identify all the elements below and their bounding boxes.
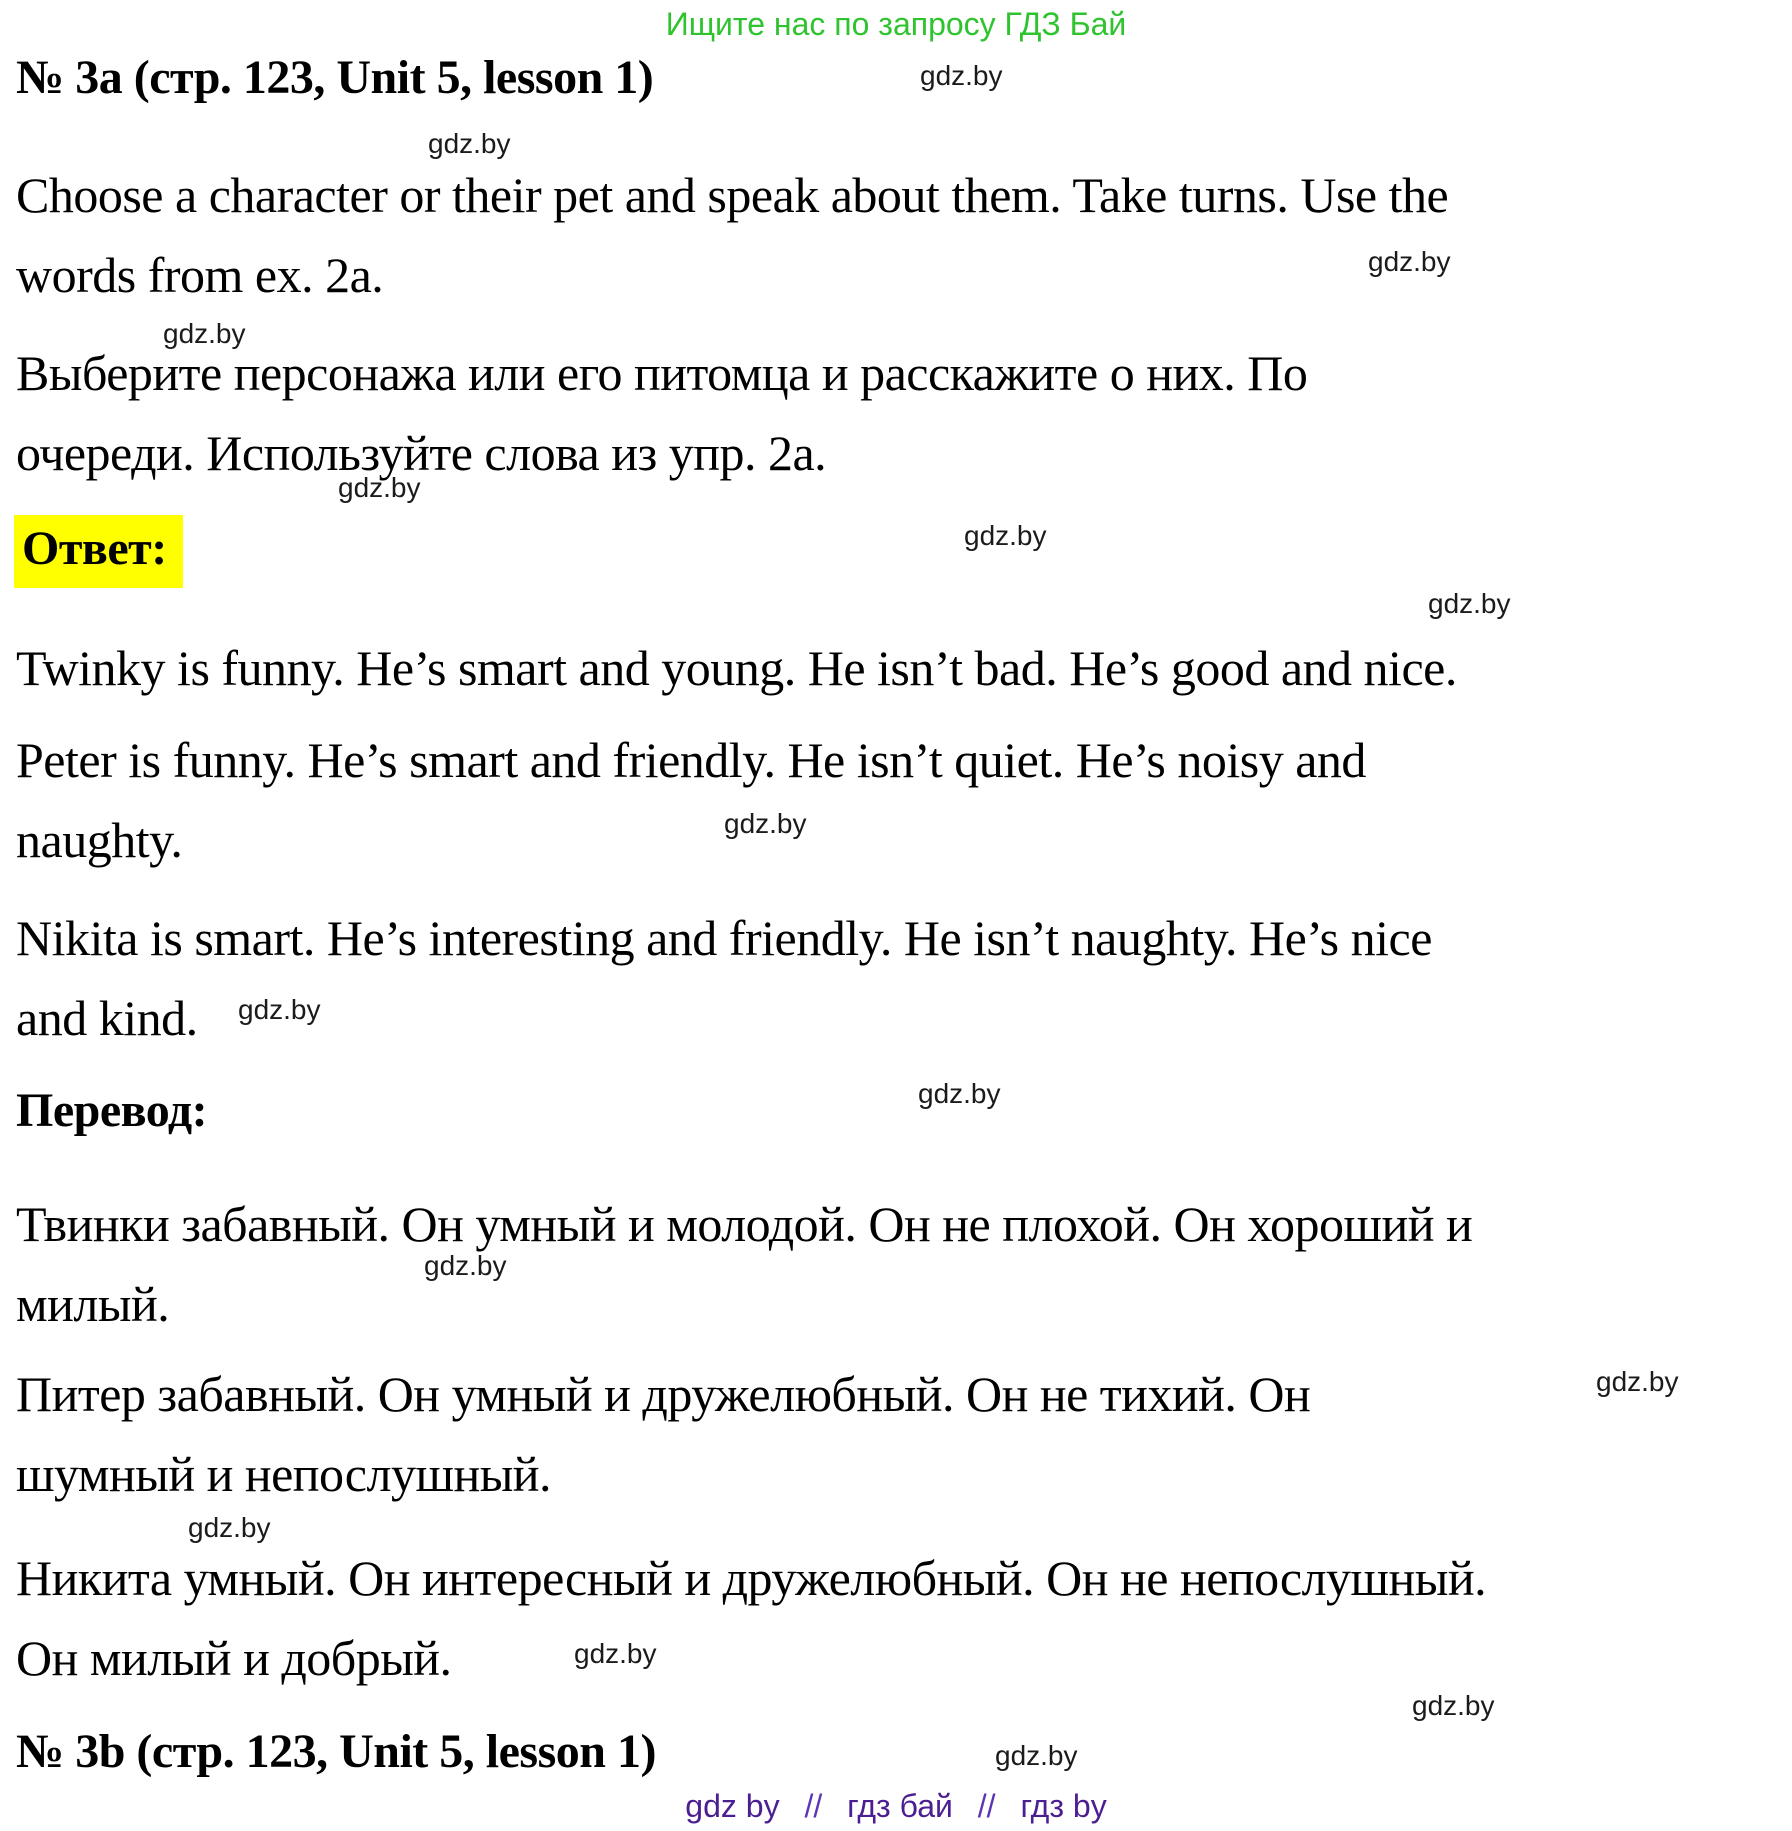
answer-label: Ответ: xyxy=(14,515,183,588)
answer-paragraph-nikita xyxy=(16,898,1432,1058)
translation-paragraph-twinky xyxy=(16,1184,1472,1344)
answer-paragraph-twinky xyxy=(16,628,1457,708)
exercise-3b-heading: № 3b (стр. 123, Unit 5, lesson 1) xyxy=(16,1725,656,1778)
translation-peter-line1: Питер забавный. Он умный и дружелюбный. Он не тихий. Он xyxy=(16,1366,1311,1422)
footer-link-gdz-bai[interactable]: гдз бай xyxy=(847,1788,953,1824)
translation-nikita-line1: Никита умный. Он интересный и дружелюбный. Он не непослушный. xyxy=(16,1550,1487,1606)
gdz-watermark: gdz.by xyxy=(724,808,807,839)
task-text-english-line2: words from ex. 2a. xyxy=(16,247,384,303)
task-text-russian-line2: очереди. Используйте слова из упр. 2а. xyxy=(16,425,827,481)
gdz-watermark: gdz.by xyxy=(424,1250,507,1281)
answer-nikita-line2: and kind. xyxy=(16,990,198,1046)
gdz-watermark: gdz.by xyxy=(338,472,421,503)
exercise-3a-heading: № 3a (стр. 123, Unit 5, lesson 1) xyxy=(16,51,654,104)
task-text-english xyxy=(16,155,1448,315)
gdz-watermark: gdz.by xyxy=(188,1512,271,1543)
task-text-russian-line1: Выберите персонажа или его питомца и расскажите о них. По xyxy=(16,345,1308,401)
gdz-watermark: gdz.by xyxy=(918,1078,1001,1109)
translation-paragraph-peter xyxy=(16,1354,1310,1514)
translation-paragraph-nikita xyxy=(16,1538,1486,1698)
footer-separator: // xyxy=(804,1788,823,1824)
footer-link-gdz-by[interactable]: gdz by xyxy=(685,1788,780,1824)
gdz-watermark: gdz.by xyxy=(920,60,1003,91)
translation-peter-line2: шумный и непослушный. xyxy=(16,1446,552,1502)
translation-twinky-line2: милый. xyxy=(16,1276,170,1332)
task-text-russian xyxy=(16,333,1307,493)
answer-peter-line2: naughty. xyxy=(16,812,183,868)
gdz-watermark: gdz.by xyxy=(964,520,1047,551)
gdz-watermark: gdz.by xyxy=(995,1740,1078,1771)
translation-label: Перевод: xyxy=(16,1084,208,1137)
gdz-watermark: gdz.by xyxy=(428,128,511,159)
gdz-watermark: gdz.by xyxy=(163,318,246,349)
gdz-watermark: gdz.by xyxy=(574,1638,657,1669)
gdz-watermark: gdz.by xyxy=(1596,1366,1679,1397)
translation-twinky-line1: Твинки забавный. Он умный и молодой. Он не плохой. Он хороший и xyxy=(16,1196,1473,1252)
gdz-watermark: gdz.by xyxy=(238,994,321,1025)
gdz-watermark: gdz.by xyxy=(1368,246,1451,277)
answer-twinky-line1: Twinky is funny. He’s smart and young. He isn’t bad. He’s good and nice. xyxy=(16,640,1457,696)
answer-peter-line1: Peter is funny. He’s smart and friendly. He isn’t quiet. He’s noisy and xyxy=(16,732,1366,788)
answer-paragraph-peter xyxy=(16,720,1366,880)
gdz-watermark: gdz.by xyxy=(1428,588,1511,619)
translation-nikita-line2: Он милый и добрый. xyxy=(16,1630,452,1686)
footer-link-gdz-by-2[interactable]: гдз by xyxy=(1020,1788,1107,1824)
task-text-english-line1: Choose a character or their pet and speak about them. Take turns. Use the xyxy=(16,167,1449,223)
answer-nikita-line1: Nikita is smart. He’s interesting and friendly. He isn’t naughty. He’s nice xyxy=(16,910,1432,966)
footer-separator: // xyxy=(977,1788,996,1824)
promo-banner: Ищите нас по запросу ГДЗ Бай xyxy=(665,6,1127,42)
footer-links xyxy=(0,1788,1792,1825)
gdz-watermark: gdz.by xyxy=(1412,1690,1495,1721)
